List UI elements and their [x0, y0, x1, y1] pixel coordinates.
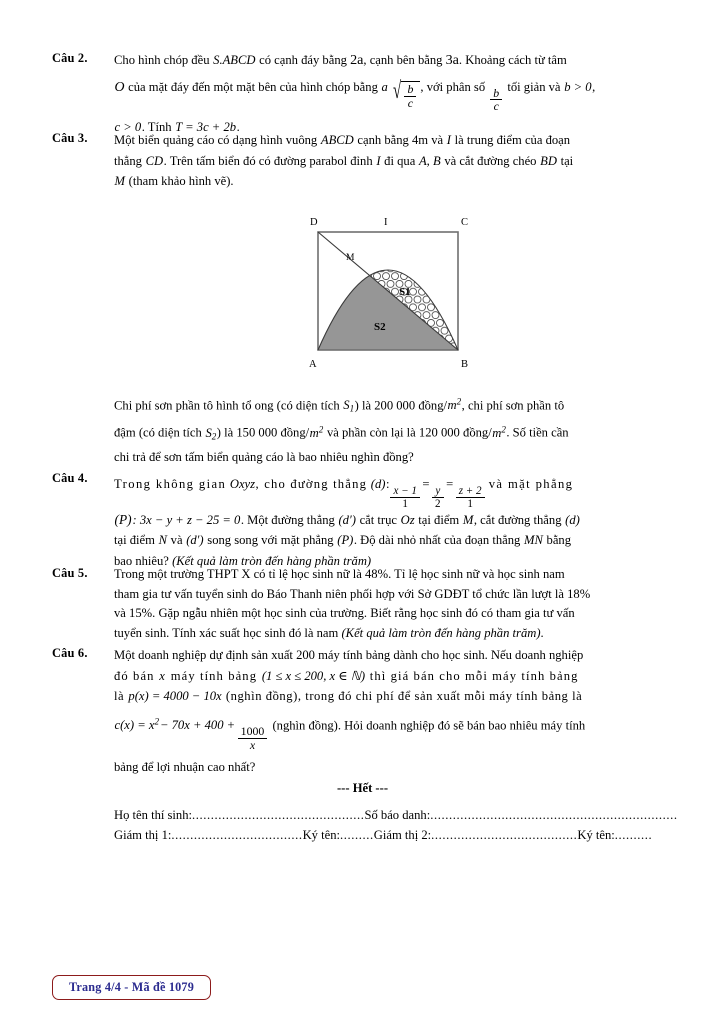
pct-18: 18%: [567, 586, 591, 601]
math-S1: [343, 398, 355, 412]
note-rounding: (Kết quả làm tròn đến hàng phần trăm): [341, 625, 541, 640]
text: Trong không gian: [114, 477, 227, 491]
unit-m: m: [309, 425, 319, 440]
end-marker: --- Hết ---: [336, 781, 389, 795]
math-ABCD: ABCD: [320, 133, 354, 147]
question-cau-2: [52, 50, 677, 138]
unit-exponent: 2: [501, 424, 506, 435]
dots-giam-thi-1[interactable]: ...................................: [171, 828, 303, 842]
text: bao nhiêu?: [114, 553, 169, 568]
text: thẳng: [114, 153, 142, 168]
cau3-line-1: [114, 130, 677, 151]
math-N: N: [158, 533, 167, 548]
math-I2: I: [376, 153, 381, 168]
question-cau-5: [52, 565, 677, 643]
note-rounding: (Kết quả làm tròn đến hàng phần trăm): [172, 553, 372, 568]
text: đồng/: [418, 398, 447, 413]
math-Oxyz: Oxyz: [229, 477, 256, 491]
question-body-cau-2: [114, 50, 677, 138]
equals: =: [422, 477, 430, 491]
question-cau-4: [52, 470, 677, 571]
text: cạnh bằng: [357, 133, 409, 147]
fraction-b-c: [402, 83, 418, 110]
question-cau-3-continued: [52, 392, 677, 467]
math-m2: [447, 398, 462, 412]
math-range: (1 ≤ x ≤ 200, x ∈ ℕ): [261, 668, 366, 683]
text: và: [114, 606, 126, 620]
math-S: S: [205, 425, 212, 440]
figure-square-parabola: [296, 202, 486, 374]
unit-exponent: 2: [456, 397, 462, 407]
question-body-cau-3: [114, 130, 677, 192]
label-giam-thi-2: Giám thị 2:: [373, 828, 432, 842]
radical-sign: √: [393, 77, 402, 104]
equals: =: [446, 477, 454, 491]
figure-label-B: B: [461, 359, 469, 370]
label-ho-ten: Họ tên thí sinh:: [114, 808, 193, 822]
cau3-line-3: [114, 171, 677, 192]
math-m2: [309, 426, 324, 440]
math-d: (d): [565, 512, 580, 527]
fraction-numerator: z + 2: [456, 485, 485, 498]
count-200: 200: [296, 648, 315, 662]
cau6-line-5: [114, 757, 677, 778]
math-subscript: 1: [349, 403, 355, 414]
text: chi trả để sơn tấm biển quảng cáo là bao nhiêu nghìn đồng?: [114, 449, 414, 464]
figure-label-C: C: [461, 217, 469, 228]
text: Trong một trường THPT X có tỉ lệ học sinh nữ là: [114, 567, 362, 581]
math-p-of-x: p(x) = 4000 − 10x: [128, 689, 222, 703]
text: đồng/: [463, 425, 492, 440]
dots-ho-ten[interactable]: ..............................................: [192, 808, 365, 822]
text: (nghìn đồng). Hỏi doanh nghiệp đó sẽ bán bao nhiêu máy tính: [272, 717, 586, 732]
question-cau-6: [52, 645, 677, 777]
text: máy tính bảng dành cho học sinh. Nếu doanh nghiệp: [318, 648, 584, 662]
text: ,: [592, 79, 596, 94]
text: thì giá bán cho mỗi máy tính bảng: [369, 668, 579, 683]
math-AB: A, B: [418, 153, 441, 168]
cau6-line-2: [114, 666, 677, 687]
cau4-line-3: [114, 530, 677, 551]
pct-48: 48%: [364, 567, 389, 581]
price-120000: 120 000: [418, 425, 460, 440]
unit-exponent: 2: [318, 424, 324, 435]
dots-ky-ten-2[interactable]: ..........: [614, 828, 653, 842]
fraction-numerator: b: [404, 83, 416, 97]
math-P: (P): [337, 533, 354, 548]
cau6-line-1: [114, 645, 677, 666]
math-subscript: 2: [211, 431, 217, 442]
cau5-line-3: [114, 604, 677, 624]
text: , chi phí sơn phần tô: [461, 398, 565, 413]
math-d: (d): [370, 477, 386, 491]
text: Một doanh nghiệp dự định sản xuất: [114, 648, 293, 662]
text: Chi phí sơn phần tô hình tổ ong (có diện tích: [114, 398, 340, 413]
text: Cho hình chóp đều: [114, 53, 210, 67]
question-label-cau-3: Câu 3.: [52, 131, 88, 145]
text: đó bán: [114, 668, 155, 683]
math-m2: [492, 426, 507, 440]
math-4m: 4m: [411, 133, 429, 147]
text: tuyển sinh. Tính xác suất học sinh đó là nam: [114, 625, 339, 640]
fraction-numerator: b: [490, 87, 502, 101]
text: đậm (có diện tích: [114, 425, 202, 440]
fraction-z-2-over-1: [455, 485, 486, 510]
fraction-b-c-2: [488, 87, 504, 114]
math-abcd: S.ABCD: [213, 53, 256, 67]
text: tại điểm: [418, 512, 460, 527]
question-label-cau-6: Câu 6.: [52, 646, 88, 660]
radicand: [401, 81, 420, 110]
price-150000: 150 000: [236, 425, 278, 440]
text: song song với mặt phẳng: [207, 533, 334, 548]
question-cau-3: [52, 130, 677, 192]
figure-label-I: I: [384, 217, 388, 228]
cau3c-line-2: [114, 419, 677, 446]
text: (tham khảo hình vẽ).: [128, 174, 234, 188]
fraction-denominator: 1: [467, 497, 473, 510]
math-exponent: 2: [154, 716, 159, 727]
cau5-line-2: [114, 585, 677, 605]
math-MN: MN: [523, 533, 543, 548]
cau5-line-1: [114, 565, 677, 585]
text: là trung điểm của đoạn: [454, 133, 571, 147]
fraction-denominator: 2: [435, 497, 441, 510]
figure-svg: [296, 202, 486, 374]
math-b-gt-0: b > 0: [564, 79, 592, 94]
cau2-line-1: [114, 50, 677, 71]
text: bằng: [546, 533, 572, 548]
math-c-of-x: [114, 718, 159, 732]
figure-label-s1: S1: [399, 286, 411, 298]
text: và cắt đường chéo: [444, 153, 537, 168]
label-ky-ten-2: Ký tên:: [577, 828, 615, 842]
unit-m: m: [492, 425, 502, 440]
text: đồng/: [280, 425, 310, 440]
label-giam-thi-1: Giám thị 1:: [114, 828, 172, 842]
fraction-numerator: y: [432, 485, 444, 498]
math-plane-eq: : 3x − y + z − 25 = 0: [132, 512, 241, 527]
text: , cắt đường thẳng: [473, 512, 562, 527]
math-CD: CD: [145, 153, 164, 168]
text: . Khoảng cách từ tâm: [458, 53, 567, 67]
math-2a: 2a: [350, 52, 364, 68]
text: và phần còn lại là: [326, 425, 416, 440]
text: . Trên tấm biển đó có đường parabol đỉnh: [163, 153, 373, 168]
text: bảng để lợi nhuận cao nhất?: [114, 759, 256, 774]
fraction-numerator: x − 1: [390, 485, 419, 498]
cau4-line-1: [114, 470, 677, 510]
figure-label-A: A: [309, 359, 317, 370]
cau3-line-2: [114, 151, 677, 172]
cau3c-line-1: [114, 392, 677, 419]
label-ky-ten-1: Ký tên:: [302, 828, 341, 842]
text: (nghìn đồng), trong đó chi phí để sản xuất mỗi máy tính bảng là: [225, 689, 583, 703]
text: .: [236, 120, 240, 135]
text: cắt trục: [359, 512, 397, 527]
text: . Tỉ lệ học sinh nữ và học sinh nam: [388, 567, 565, 581]
text: .: [540, 625, 544, 640]
math-a: a: [381, 79, 388, 94]
text: . Một đường thẳng: [240, 512, 335, 527]
fraction-denominator: c: [493, 99, 499, 114]
math-3a: 3a: [445, 52, 459, 68]
unit-m: m: [447, 398, 457, 413]
text: tại: [560, 153, 574, 168]
text: ) là: [354, 398, 372, 413]
figure-label-M: M: [346, 253, 355, 263]
fraction-x-1-over-1: [389, 485, 420, 510]
cau6-line-4: [114, 707, 677, 752]
math-I: I: [446, 133, 451, 147]
text: . Gặp ngẫu nhiên một học sinh của trường. Biết rằng học sinh đó có tham gia tư vấn: [152, 606, 575, 620]
text: , cho đường thẳng: [255, 477, 368, 491]
fraction-1000-over-x: [236, 725, 270, 752]
question-body-cau-5: [114, 565, 677, 643]
fraction-denominator: c: [407, 95, 414, 110]
signature-row-2: [114, 826, 652, 845]
question-body-cau-4: [114, 470, 677, 571]
math-BD: BD: [540, 153, 557, 168]
math-T: T = 3c + 2b: [175, 120, 237, 135]
question-label-cau-2: Câu 2.: [52, 51, 88, 65]
question-body-cau-3-continued: [114, 392, 677, 467]
math-M: M: [114, 174, 125, 188]
cau2-line-2: [114, 71, 677, 114]
math-S2: [205, 426, 217, 440]
math-cx-lead: c(x) = x: [114, 717, 155, 732]
text: . Tính: [141, 120, 172, 135]
cau4-line-2: [114, 510, 677, 531]
figure-label-s2: S2: [374, 321, 386, 333]
text: tại điểm: [114, 533, 155, 548]
signature-row-1: [114, 806, 678, 825]
question-label-cau-4: Câu 4.: [52, 471, 88, 485]
label-so-bao-danh: Số báo danh:: [364, 808, 431, 822]
math-d-prime: (d′): [186, 533, 204, 548]
math-c-gt-0: c > 0: [114, 120, 142, 135]
text: , cạnh bên bằng: [363, 53, 443, 67]
question-body-cau-6: [114, 645, 677, 777]
question-label-cau-5: Câu 5.: [52, 566, 88, 580]
text: Một biển quảng cáo có dạng hình vuông: [114, 133, 318, 147]
page-footer-badge: [52, 975, 211, 1000]
math-P: (P): [114, 511, 132, 527]
fraction-y-over-2: [431, 485, 445, 510]
math-O: O: [114, 78, 125, 94]
math-d-prime: (d′): [338, 512, 356, 527]
text: ) là: [216, 425, 234, 440]
text: . Số tiền cần: [506, 425, 569, 440]
text: có cạnh đáy bằng: [259, 53, 347, 67]
math-x: x: [159, 668, 166, 683]
text: máy tính bảng: [170, 668, 258, 683]
math-M: M: [462, 512, 474, 527]
text: , với phân số: [420, 79, 486, 94]
text: và: [170, 533, 183, 548]
dots-so-bao-danh[interactable]: ..................................................................: [430, 808, 678, 822]
fraction-denominator: x: [249, 737, 256, 752]
text: đi qua: [384, 153, 416, 168]
math-cx-mid: − 70x + 400 +: [159, 717, 236, 732]
text: :: [385, 477, 390, 491]
pct-15: 15%: [129, 606, 153, 620]
text: tối giản và: [507, 79, 561, 94]
figure-label-D: D: [310, 217, 318, 228]
text: là: [114, 689, 125, 703]
cau5-line-4: [114, 624, 677, 644]
text: . Độ dài nhỏ nhất của đoạn thẳng: [353, 533, 521, 548]
sqrt-b-over-c: [388, 77, 420, 110]
cau6-line-3: [114, 686, 677, 707]
dots-ky-ten-1[interactable]: .........: [340, 828, 374, 842]
text: của mặt đáy đến một mặt bên của hình chóp bằng: [128, 79, 378, 94]
cau3c-line-3: [114, 447, 677, 468]
price-200000: 200 000: [374, 398, 416, 413]
text: và mặt phẳng: [488, 477, 574, 491]
math-Oz: Oz: [400, 512, 415, 527]
text: tham gia tư vấn tuyển sinh do Báo Thanh niên phối hợp với Sở GDĐT tổ chức lần lượt là: [114, 586, 564, 601]
fraction-denominator: 1: [402, 497, 408, 510]
math-S: S: [343, 398, 350, 413]
dots-giam-thi-2[interactable]: .......................................: [431, 828, 578, 842]
fraction-numerator: 1000: [238, 725, 268, 739]
text: và: [431, 133, 444, 147]
page-footer-label: Trang 4/4 - Mã đề 1079: [68, 980, 195, 994]
